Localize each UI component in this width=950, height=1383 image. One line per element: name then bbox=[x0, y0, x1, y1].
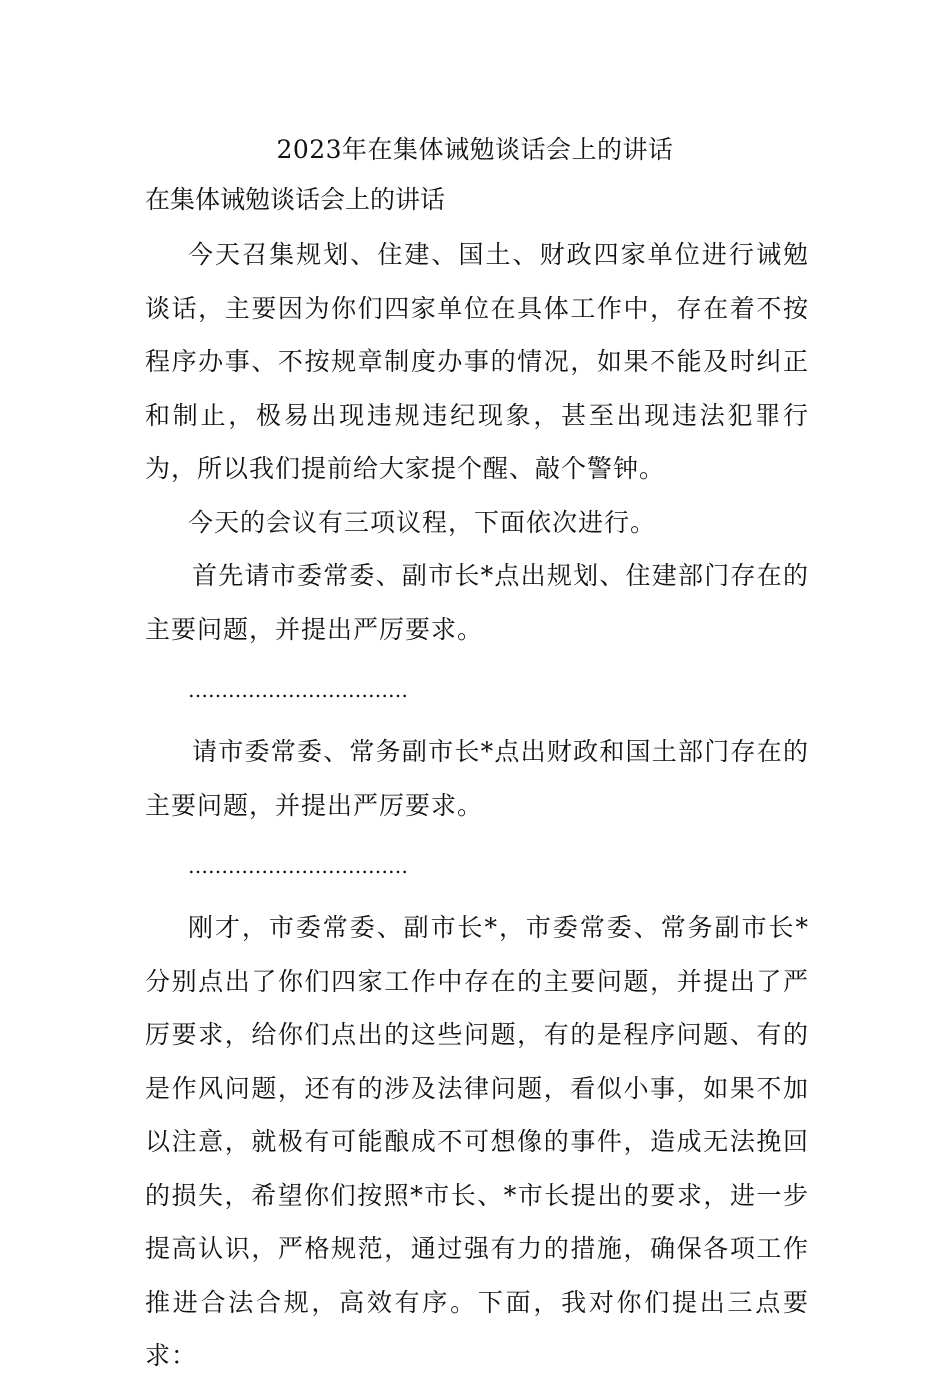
ellipsis-separator: …………………………… bbox=[188, 678, 408, 702]
paragraph-intro: 今天召集规划、住建、国土、财政四家单位进行诫勉谈话，主要因为你们四家单位在具体工作中，存在着不按程序办事、不按规章制度办事的情况，如果不能及时纠正和制止，极易出现违规违纪现象，甚至出现违法犯罪行为，所以我们提前给大家提个醒、敲个警钟。 bbox=[145, 240, 809, 483]
document-body bbox=[145, 228, 809, 1383]
paragraph-summary: 刚才，市委常委、副市长*，市委常委、常务副市长*分别点出了你们四家工作中存在的主要问题，并提出了严厉要求，给你们点出的这些问题，有的是程序问题、有的是作风问题，还有的涉及法律问题，看似小事，如果不加以注意，就极有可能酿成不可想像的事件，造成无法挽回的损失，希望你们按照*市长、*市长提出的要求，进一步提高认识，严格规范，通过强有力的措施，确保各项工作推进合法合规，高效有序。下面，我对你们提出三点要求： bbox=[145, 913, 809, 1370]
paragraph-agenda: 今天的会议有三项议程，下面依次进行。 bbox=[188, 507, 657, 537]
paragraph-second-speaker: 请市委常委、常务副市长*点出财政和国土部门存在的主要问题，并提出严厉要求。 bbox=[145, 737, 809, 820]
document-subtitle: 在集体诫勉谈话会上的讲话 bbox=[145, 185, 446, 214]
ellipsis-separator: …………………………… bbox=[188, 854, 408, 878]
paragraph-first-speaker: 首先请市委常委、副市长*点出规划、住建部门存在的主要问题，并提出严厉要求。 bbox=[145, 561, 809, 644]
document-title: 2023年在集体诫勉谈话会上的讲话 bbox=[276, 135, 674, 164]
